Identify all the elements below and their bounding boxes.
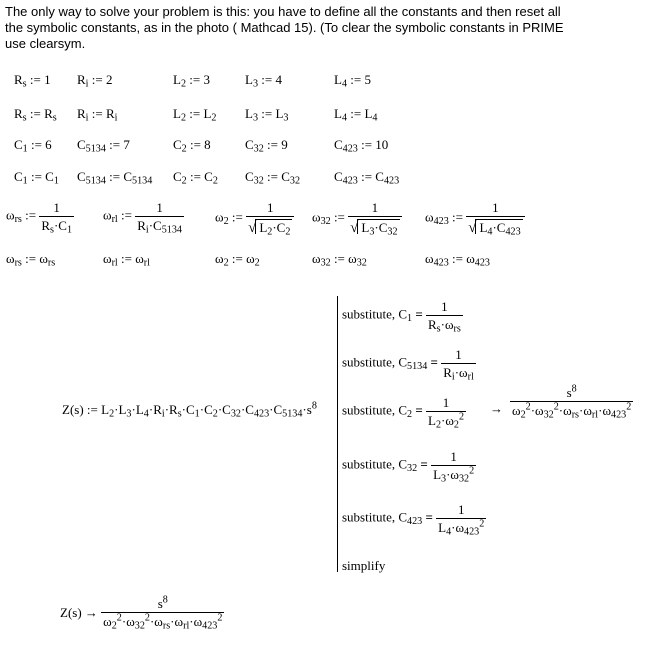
def-l2: $L_2$ := 3	[173, 72, 210, 90]
def-ri: $R_i$ := 2	[77, 72, 113, 90]
z-term: L	[118, 402, 127, 417]
z-term: C	[245, 402, 254, 417]
sym-c5134: $C_{5134}$ := $C_{5134}$	[77, 169, 153, 187]
z-term: L	[101, 402, 110, 417]
substitute-c423: substitute, $C_{423}$ = $\frac{1}{L_4\cdot\omega_{423}^2}$	[342, 502, 485, 538]
def-l3: $L_3$ := 4	[245, 72, 282, 90]
denominator-term: ω	[602, 403, 611, 418]
denominator-term: ω	[193, 614, 203, 629]
denominator-term: ω	[103, 614, 112, 629]
z-definition: Z(s) := $L_2\cdot L_3\cdot L_4\cdot R_i\cdot R_s\cdot C_1\cdot C_2\cdot C_{32}\cdot C_{423}\cdot C_{5134}\cdot s^8$	[62, 400, 317, 420]
def-omega-2: $\omega_2$ := $\frac{1}{√ L_2\cdot C_2}$	[215, 201, 294, 236]
def-omega-rl: $\omega_{rl}$ := $\frac{1}{R_i\cdot C_{5134}}$	[103, 200, 182, 236]
sym-ri: $R_i$ := $R_i$	[77, 106, 118, 124]
z-product-terms: $L_2\cdot L_3\cdot L_4\cdot R_i\cdot R_s\cdot C_1\cdot C_2\cdot C_{32}\cdot C_{423}\cdot C_{5134}\cdot$	[101, 402, 307, 420]
symbolic-keyword-bar	[337, 296, 338, 572]
z-term: R	[153, 402, 162, 417]
simplify-keyword: simplify	[342, 558, 386, 573]
sym-c2: $C_2$ := $C_2$	[173, 169, 218, 187]
result-denominator-a: $\omega_2^2\cdot\omega_{32}^2\cdot\omega_{rs}\cdot\omega_{rl}\cdot\omega_{423}^2$	[512, 401, 632, 421]
denominator-term: ω	[535, 403, 544, 418]
sym-omega-2: $\omega_2$ := $\omega_2$	[215, 251, 260, 269]
z-term: C	[273, 402, 283, 417]
denominator-term: ω	[512, 403, 521, 418]
intro-text	[5, 4, 655, 52]
def-rs: $R_s$ := 1	[14, 72, 51, 90]
denominator-term: ω	[583, 403, 592, 418]
denominator-term: ω	[154, 614, 163, 629]
def-c32: $C_{32}$ := 9	[245, 137, 288, 155]
z-evaluation: Z(s) → $\frac{s^8}{\omega_2^2\cdot\omega_{32}^2\cdot\omega_{rs}\cdot\omega_{rl}\cdot\omega_{423}^2}$	[60, 594, 223, 632]
substitute-c5134: substitute, $C_{5134}$ = $\frac{1}{R_i\cdot\omega_{rl}}$	[342, 347, 474, 383]
denominator-term: ω	[126, 614, 135, 629]
symbolic-result: → $\frac{s^8}{\omega_2^2\cdot\omega_{32}^2\cdot\omega_{rs}\cdot\omega_{rl}\cdot\omega_{423}^2}$	[490, 383, 632, 421]
symbolic-arrow: →	[490, 401, 503, 416]
def-omega-423: $\omega_{423}$ := $\frac{1}{√ L_4\cdot C_{423}}$	[425, 201, 525, 236]
z-term: C	[204, 402, 213, 417]
sym-omega-423: $\omega_{423}$ := $\omega_{423}$	[425, 251, 490, 269]
sym-omega-32: $\omega_{32}$ := $\omega_{32}$	[312, 251, 367, 269]
intro-line: the symbolic constants, as in the photo ( Mathcad 15). (To clear the symbolic constants in PRIME	[5, 20, 564, 35]
substitute-c2: substitute, $C_2$ = $\frac{1}{L_2\cdot\omega_2^2}$	[342, 395, 465, 431]
denominator-term: ω	[174, 614, 184, 629]
def-c2: $C_2$ := 8	[173, 137, 211, 155]
sym-c32: $C_{32}$ := $C_{32}$	[245, 169, 301, 187]
sym-omega-rs: $\omega_{rs}$ := $\omega_{rs}$	[6, 251, 56, 269]
def-omega-32: $\omega_{32}$ := $\frac{1}{√ L_3\cdot C_{32}}$	[312, 201, 402, 236]
intro-line: The only way to solve your problem is this: you have to define all the constants and then reset all	[5, 4, 561, 19]
def-c5134: $C_{5134}$ := 7	[77, 137, 130, 155]
substitute-c1: substitute, $C_1$ = $\frac{1}{R_s\cdot\omega_{rs}}$	[342, 299, 461, 335]
sym-c423: $C_{423}$ := $C_{423}$	[334, 169, 400, 187]
sym-l2: $L_2$ := $L_2$	[173, 106, 217, 124]
sym-omega-rl: $\omega_{rl}$ := $\omega_{rl}$	[103, 251, 150, 269]
sym-l4: $L_4$ := $L_4$	[334, 106, 378, 124]
z-term: C	[222, 402, 231, 417]
sym-rs: $R_s$ := $R_s$	[14, 106, 57, 124]
def-l4: $L_4$ := 5	[334, 72, 371, 90]
def-c1: $C_1$ := 6	[14, 137, 52, 155]
def-omega-rs: $\omega_{rs}$ := $\frac{1}{R_s\cdot C_1}$	[6, 200, 73, 236]
z-term: L	[135, 402, 144, 417]
intro-line: use clearsym.	[5, 36, 86, 51]
def-c423: $C_{423}$ := 10	[334, 137, 389, 155]
denominator-term: ω	[563, 403, 572, 418]
sym-c1: $C_1$ := $C_1$	[14, 169, 59, 187]
result-denominator-b: $\omega_2^2\cdot\omega_{32}^2\cdot\omega_{rs}\cdot\omega_{rl}\cdot\omega_{423}^2$	[103, 612, 223, 632]
z-term: C	[186, 402, 195, 417]
z-term: R	[169, 402, 178, 417]
sym-l3: $L_3$ := $L_3$	[245, 106, 289, 124]
substitute-c32: substitute, $C_{32}$ = $\frac{1}{L_3\cdot\omega_{32}^2}$	[342, 449, 475, 485]
